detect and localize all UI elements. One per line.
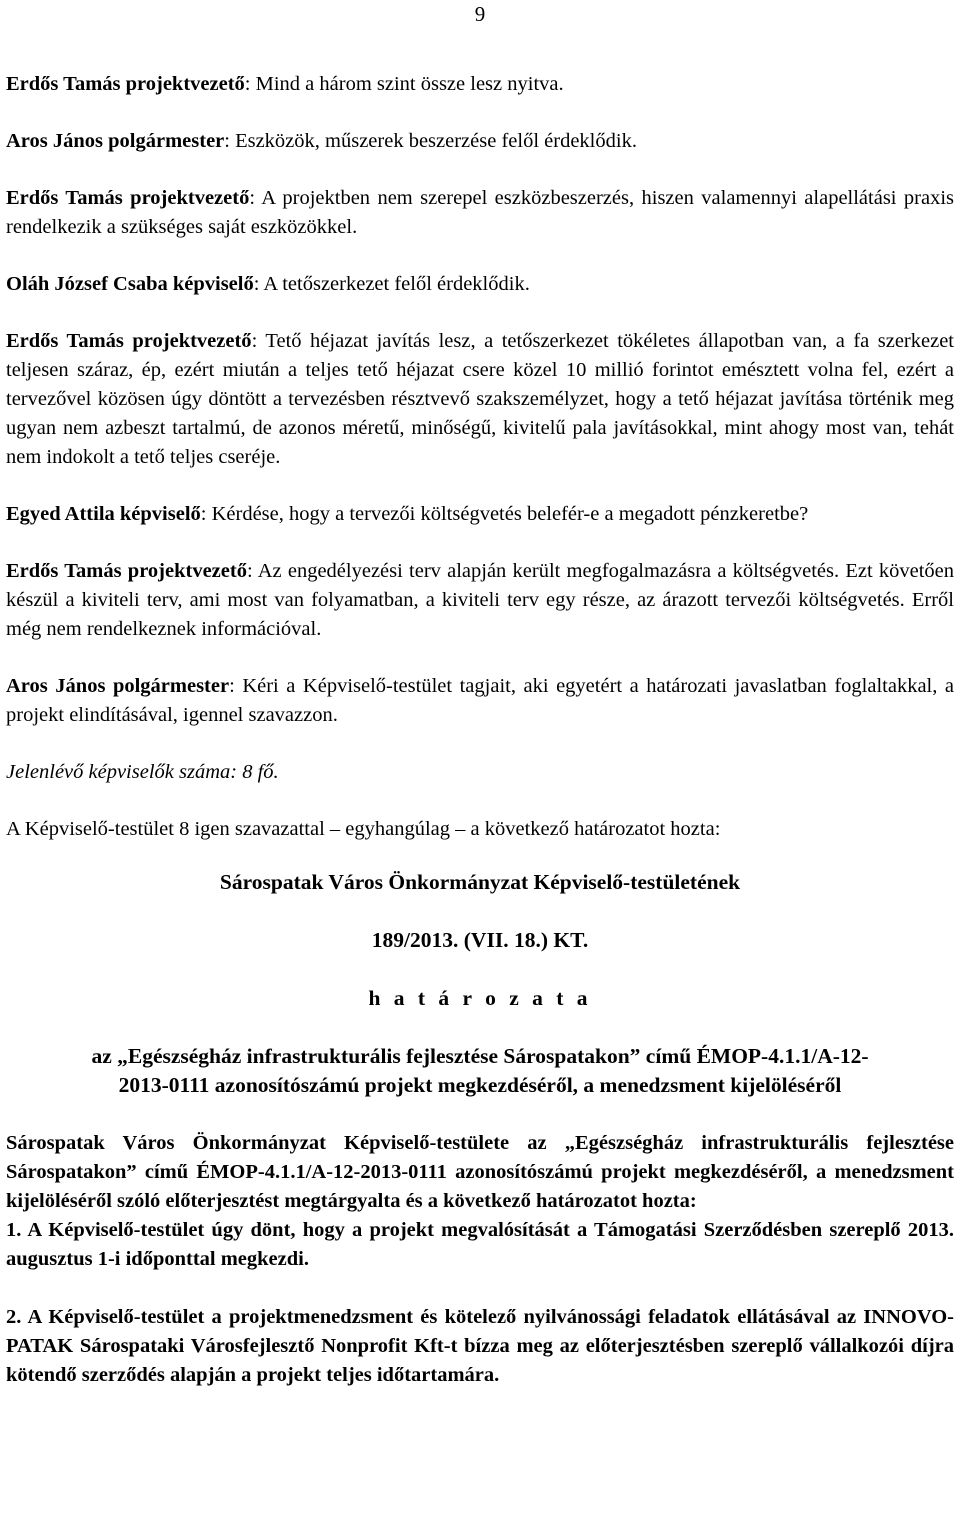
decree-item-2: 2. A Képviselő-testület a projektmenedzsment és kötelező nyilvánossági feladatok ellátásával az INNOVO-PATAK Sárospataki Városfejlesztő Nonprofit Kft-t bízza meg az előterjesztésben szereplő vállalkozói díjra kötendő szerződés alapján a projekt teljes időtartamára. — [6, 1306, 954, 1386]
paragraph-6 — [6, 500, 954, 529]
decree-title: h a t á r o z a t a — [368, 986, 592, 1010]
decree-intro: Sárospatak Város Önkormányzat Képviselő-testülete az „Egészségház infrastrukturális fejlesztése Sárospatakon” című ÉMOP-4.1.1/A-12-2013-0111 azonosítószámú projekt megkezdéséről, a menedzsment kijelöléséről szóló előterjesztést megtárgyalta és a következő határozatot hozta: — [6, 1132, 954, 1212]
paragraph-1 — [6, 70, 954, 99]
paragraph-text: : Tető héjazat javítás lesz, a tetőszerkezet tökéletes állapotban van, a fa szerkezet teljesen száraz, ép, ezért miután a teljes tető héjazat csere közel 10 millió forintot emésztett volna fel, ezért a tervezővel közösen úgy döntött a tervezésben résztvevő szakszemélyzet, hogy a tető héjazat javítása történik meg ugyan nem azbeszt tartalmú, de azonos méretű, minőségű, kivitelű pala javításokkal, mint ahogy most van, tehát nem indokolt a tető teljes cseréje. — [6, 330, 954, 468]
paragraph-text: : Eszközök, műszerek beszerzése felől érdeklődik. — [224, 130, 637, 152]
attendance-note: Jelenlévő képviselők száma: 8 fő. — [6, 761, 279, 783]
paragraph-7 — [6, 557, 954, 644]
paragraph-text: : Kérdése, hogy a tervezői költségvetés belefér-e a megadott pénzkeretbe? — [200, 503, 809, 525]
page-number: 9 — [474, 2, 486, 26]
speaker-name: Aros János polgármester — [6, 675, 230, 697]
speaker-name: Erdős Tamás projektvezető — [6, 560, 247, 582]
speaker-name: Oláh József Csaba képviselő — [6, 273, 254, 295]
paragraph-5 — [6, 327, 954, 472]
document-body — [6, 70, 954, 1390]
paragraph-8 — [6, 672, 954, 730]
decree-number: 189/2013. (VII. 18.) KT. — [371, 928, 589, 952]
vote-statement: A Képviselő-testület 8 igen szavazattal – egyhangúlag – a következő határozatot hozta: — [6, 818, 721, 840]
speaker-name: Erdős Tamás projektvezető — [6, 330, 252, 352]
speaker-name: Erdős Tamás projektvezető — [6, 187, 250, 209]
decree-issuer: Sárospatak Város Önkormányzat Képviselő-testületének — [219, 870, 741, 894]
decree-subject-line-2: 2013-0111 azonosítószámú projekt megkezdéséről, a menedzsment kijelöléséről — [118, 1073, 842, 1097]
paragraph-text: : A tetőszerkezet felől érdeklődik. — [253, 273, 530, 295]
paragraph-3 — [6, 184, 954, 242]
speaker-name: Egyed Attila képviselő — [6, 503, 201, 525]
paragraph-text: : Mind a három szint össze lesz nyitva. — [244, 73, 564, 95]
decree-subject-line-1: az „Egészségház infrastrukturális fejlesztése Sárospatakon” című ÉMOP-4.1.1/A-12- — [91, 1044, 869, 1068]
decree-item-1: 1. A Képviselő-testület úgy dönt, hogy a projekt megvalósítását a Támogatási Szerződésben szereplő 2013. augusztus 1-i időponttal megkezdi. — [6, 1219, 954, 1270]
paragraph-text: : Kéri a Képviselő-testület tagjait, aki egyetért a határozati javaslatban foglaltakkal, a projekt elindításával, igennel szavazzon. — [6, 675, 955, 726]
paragraph-2 — [6, 127, 954, 156]
paragraph-text: : Az engedélyezési terv alapján került megfogalmazásra a költségvetés. Ezt követően készül a kiviteli terv, ami most van folyamatban, a kiviteli terv egy része, az árazott tervezői költségvetés. Erről még nem rendelkeznek információval. — [6, 560, 954, 640]
paragraph-4 — [6, 270, 954, 299]
speaker-name: Aros János polgármester — [6, 130, 225, 152]
speaker-name: Erdős Tamás projektvezető — [6, 73, 245, 95]
paragraph-text: : A projektben nem szerepel eszközbeszerzés, hiszen valamennyi alapellátási praxis rendelkezik a szükséges saját eszközökkel. — [6, 187, 954, 238]
